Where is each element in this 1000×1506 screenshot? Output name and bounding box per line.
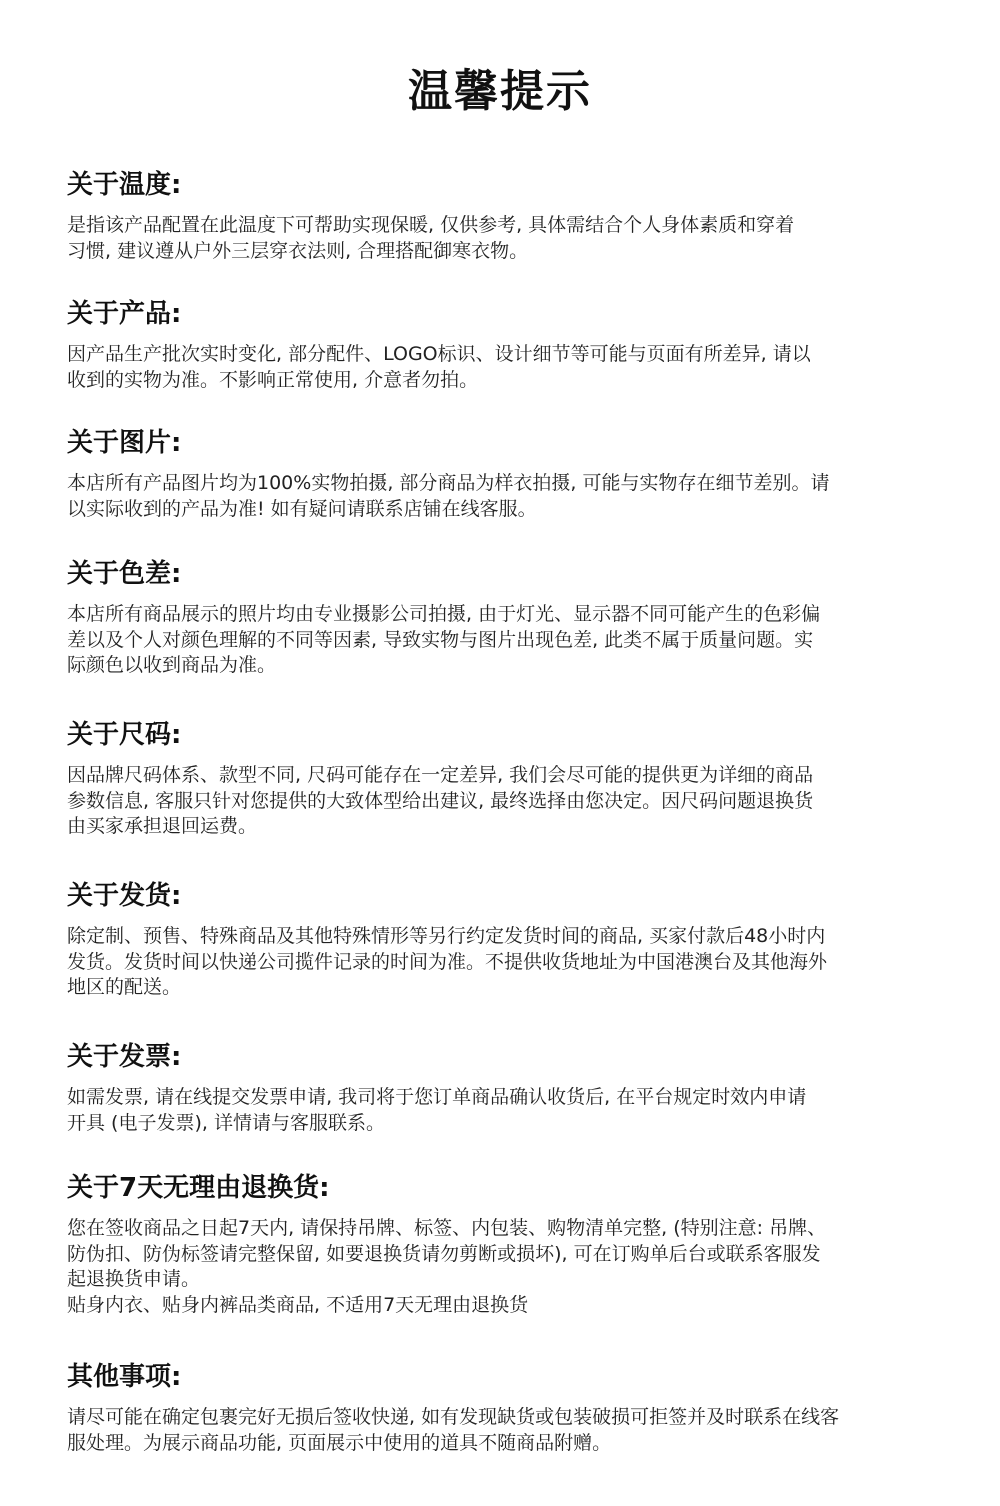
section-body (67, 924, 947, 1001)
section-heading: 关于7天无理由退换货: (67, 1173, 330, 1203)
section-product (67, 296, 947, 393)
section-color-difference (67, 556, 947, 679)
section-invoice (67, 1039, 947, 1136)
body-line: 请尽可能在确定包裹完好无损后签收快递, 如有发现缺货或包装破损可拒签并及时联系在线客 (67, 1406, 840, 1428)
body-line: 习惯, 建议遵从户外三层穿衣法则, 合理搭配御寒衣物。 (67, 239, 529, 262)
body-line: 您在签收商品之日起7天内, 请保持吊牌、标签、内包装、购物清单完整, (特别注意: 吊牌、 (67, 1217, 827, 1239)
section-images (67, 425, 947, 522)
section-heading: 关于图片: (67, 428, 182, 458)
section-shipping (67, 878, 947, 1001)
section-other (67, 1359, 947, 1456)
section-heading: 关于产品: (67, 299, 182, 329)
section-heading: 关于尺码: (67, 720, 182, 750)
section-heading: 关于发货: (67, 881, 182, 911)
body-line: 服处理。为展示商品功能, 页面展示中使用的道具不随商品附赠。 (67, 1431, 612, 1454)
body-line: 参数信息, 客服只针对您提供的大致体型给出建议, 最终选择由您决定。因尺码问题退换货 (67, 789, 814, 812)
body-line: 发货。发货时间以快递公司揽件记录的时间为准。不提供收货地址为中国港澳台及其他海外 (67, 950, 828, 973)
section-body (67, 763, 947, 840)
body-line: 贴身内衣、贴身内裤品类商品, 不适用7天无理由退换货 (67, 1293, 529, 1316)
section-body (67, 213, 947, 264)
section-body (67, 602, 947, 679)
section-returns (67, 1170, 947, 1318)
body-line: 如需发票, 请在线提交发票申请, 我司将于您订单商品确认收货后, 在平台规定时效内申请 (67, 1086, 807, 1108)
page-title: 温馨提示 (408, 66, 592, 117)
section-heading: 关于发票: (67, 1042, 182, 1072)
body-line: 防伪扣、防伪标签请完整保留, 如要退换货请勿剪断或损坏), 可在订购单后台或联系客服发 (67, 1242, 821, 1265)
section-body (67, 1216, 947, 1318)
body-line: 除定制、预售、特殊商品及其他特殊情形等另行约定发货时间的商品, 买家付款后48小时内 (67, 925, 826, 947)
section-temperature (67, 167, 947, 264)
body-line: 由买家承担退回运费。 (67, 815, 258, 837)
body-line: 因品牌尺码体系、款型不同, 尺码可能存在一定差异, 我们会尽可能的提供更为详细的商品 (67, 764, 814, 786)
section-heading: 其他事项: (67, 1362, 182, 1392)
body-line: 收到的实物为准。不影响正常使用, 介意者勿拍。 (67, 368, 479, 391)
body-line: 开具 (电子发票), 详情请与客服联系。 (67, 1111, 385, 1134)
body-line: 起退换货申请。 (67, 1268, 201, 1290)
section-body (67, 342, 947, 393)
body-line: 是指该产品配置在此温度下可帮助实现保暖, 仅供参考, 具体需结合个人身体素质和穿着 (67, 214, 795, 236)
section-size (67, 717, 947, 840)
body-line: 因产品生产批次实时变化, 部分配件、LOGO标识、设计细节等可能与页面有所差异, 请以 (67, 343, 811, 365)
body-line: 本店所有产品图片均为100%实物拍摄, 部分商品为样衣拍摄, 可能与实物存在细节差别。请 (67, 472, 830, 494)
section-body (67, 1405, 947, 1456)
body-line: 地区的配送。 (67, 976, 182, 998)
section-body (67, 1085, 947, 1136)
section-body (67, 471, 947, 522)
body-line: 以实际收到的产品为准! 如有疑问请联系店铺在线客服。 (67, 497, 537, 520)
body-line: 本店所有商品展示的照片均由专业摄影公司拍摄, 由于灯光、显示器不同可能产生的色彩偏 (67, 603, 821, 625)
section-heading: 关于色差: (67, 559, 182, 589)
section-heading: 关于温度: (67, 170, 182, 200)
body-line: 差以及个人对颜色理解的不同等因素, 导致实物与图片出现色差, 此类不属于质量问题。实 (67, 628, 814, 651)
body-line: 际颜色以收到商品为准。 (67, 654, 277, 676)
